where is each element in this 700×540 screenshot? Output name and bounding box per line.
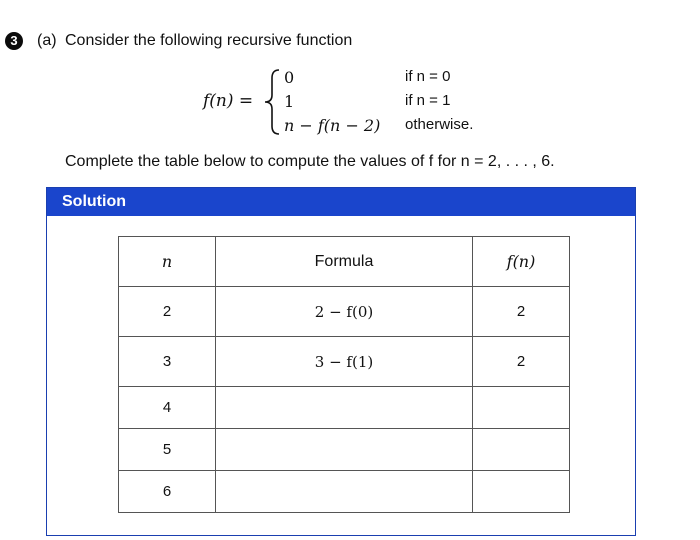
equation-lhs: f(n) = — [203, 91, 254, 111]
left-brace-icon — [262, 68, 282, 136]
table-row — [119, 429, 570, 471]
part-label: (a) — [37, 32, 57, 49]
cell-n: 6 — [119, 471, 216, 513]
cell-value[interactable] — [473, 387, 570, 429]
solution-box — [46, 187, 636, 536]
column-header-fn: f(n) — [473, 237, 570, 287]
solution-header: Solution — [47, 188, 635, 216]
cell-value[interactable]: 2 — [473, 287, 570, 337]
problem-prompt: Consider the following recursive function — [65, 32, 353, 49]
cell-n: 4 — [119, 387, 216, 429]
problem-number-badge: 3 — [5, 32, 23, 50]
cell-n: 2 — [119, 287, 216, 337]
cell-n: 3 — [119, 337, 216, 387]
table-row — [119, 471, 570, 513]
cell-formula[interactable] — [216, 387, 473, 429]
cell-formula[interactable]: 3 − f(1) — [216, 337, 473, 387]
cell-formula[interactable]: 2 − f(0) — [216, 287, 473, 337]
cell-formula[interactable] — [216, 429, 473, 471]
table-header-row — [119, 237, 570, 287]
case-condition-1: if n = 1 — [405, 92, 451, 109]
cell-value[interactable] — [473, 429, 570, 471]
table-row — [119, 387, 570, 429]
table-row — [119, 337, 570, 387]
cell-formula[interactable] — [216, 471, 473, 513]
cell-value[interactable]: 2 — [473, 337, 570, 387]
column-header-n: n — [119, 237, 216, 287]
case-condition-0: if n = 0 — [405, 68, 451, 85]
case-value-0: 0 — [284, 68, 295, 87]
recursive-function-definition — [0, 0, 700, 150]
column-header-formula: Formula — [216, 237, 473, 287]
case-condition-2: otherwise. — [405, 116, 474, 133]
case-value-1: 1 — [284, 92, 295, 111]
case-value-2: n − f(n − 2) — [284, 116, 381, 135]
cell-value[interactable] — [473, 471, 570, 513]
cell-n: 5 — [119, 429, 216, 471]
table-row — [119, 287, 570, 337]
instruction-text: Complete the table below to compute the values of f for n = 2, . . . , 6. — [65, 153, 555, 170]
solution-table — [118, 236, 570, 513]
